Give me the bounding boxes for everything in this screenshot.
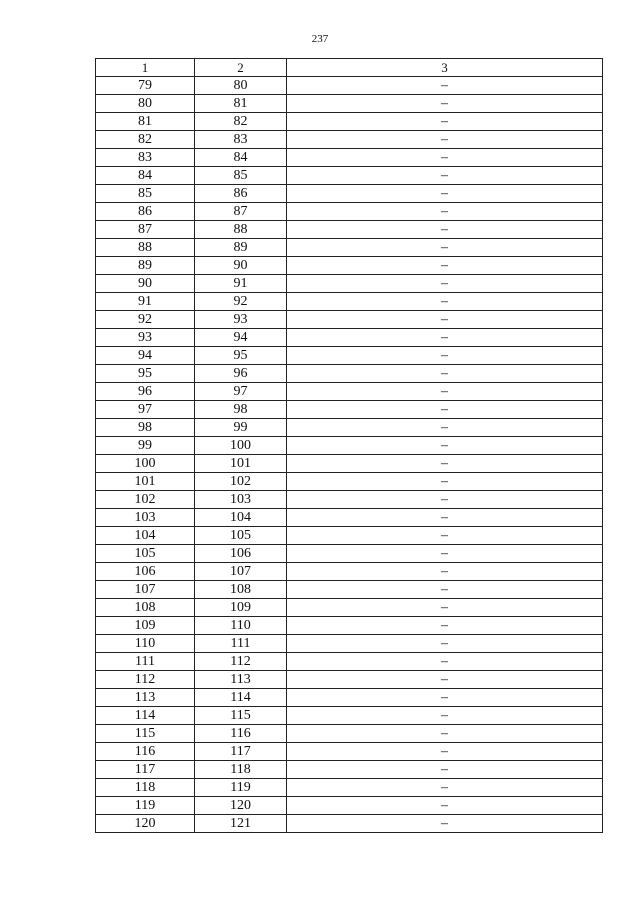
table-cell-col-2: 84 xyxy=(195,149,287,167)
table-cell-col-1: 81 xyxy=(96,113,195,131)
table-cell-col-2: 92 xyxy=(195,293,287,311)
table-cell-col-3: – xyxy=(287,779,603,797)
table-cell-col-2: 109 xyxy=(195,599,287,617)
table-cell-col-3: – xyxy=(287,617,603,635)
table-cell-col-1: 87 xyxy=(96,221,195,239)
table-cell-col-2: 112 xyxy=(195,653,287,671)
table-cell-col-2: 120 xyxy=(195,797,287,815)
table-row xyxy=(96,257,603,275)
table-cell-col-2: 121 xyxy=(195,815,287,833)
table-row xyxy=(96,329,603,347)
table-cell-col-1: 96 xyxy=(96,383,195,401)
table-cell-col-3: – xyxy=(287,329,603,347)
table-cell-col-2: 97 xyxy=(195,383,287,401)
table-cell-col-1: 91 xyxy=(96,293,195,311)
table-cell-col-3: – xyxy=(287,581,603,599)
table-body xyxy=(96,77,603,833)
table-row xyxy=(96,437,603,455)
table-cell-col-1: 90 xyxy=(96,275,195,293)
table-row xyxy=(96,455,603,473)
header-row xyxy=(96,59,603,77)
table-cell-col-3: – xyxy=(287,401,603,419)
table-cell-col-2: 110 xyxy=(195,617,287,635)
table-cell-col-2: 86 xyxy=(195,185,287,203)
table-cell-col-2: 85 xyxy=(195,167,287,185)
column-header-1: 1 xyxy=(96,59,195,77)
table-row xyxy=(96,275,603,293)
table-cell-col-1: 94 xyxy=(96,347,195,365)
table-row xyxy=(96,671,603,689)
table-row xyxy=(96,473,603,491)
table-cell-col-1: 110 xyxy=(96,635,195,653)
table-cell-col-2: 116 xyxy=(195,725,287,743)
table-cell-col-1: 85 xyxy=(96,185,195,203)
table-cell-col-1: 118 xyxy=(96,779,195,797)
table-row xyxy=(96,689,603,707)
table-cell-col-3: – xyxy=(287,455,603,473)
table-row xyxy=(96,797,603,815)
table-cell-col-1: 92 xyxy=(96,311,195,329)
table-cell-col-3: – xyxy=(287,149,603,167)
table-cell-col-1: 104 xyxy=(96,527,195,545)
table-cell-col-3: – xyxy=(287,419,603,437)
table-cell-col-1: 84 xyxy=(96,167,195,185)
table-cell-col-1: 117 xyxy=(96,761,195,779)
table-cell-col-1: 107 xyxy=(96,581,195,599)
table-cell-col-3: – xyxy=(287,473,603,491)
table-cell-col-2: 93 xyxy=(195,311,287,329)
table-row xyxy=(96,221,603,239)
table-cell-col-1: 88 xyxy=(96,239,195,257)
table-cell-col-3: – xyxy=(287,275,603,293)
table-cell-col-1: 102 xyxy=(96,491,195,509)
table-cell-col-1: 109 xyxy=(96,617,195,635)
table-row xyxy=(96,815,603,833)
table-cell-col-3: – xyxy=(287,131,603,149)
table-cell-col-1: 120 xyxy=(96,815,195,833)
table-cell-col-1: 99 xyxy=(96,437,195,455)
table-row xyxy=(96,545,603,563)
table-row xyxy=(96,617,603,635)
table-cell-col-2: 102 xyxy=(195,473,287,491)
table-row xyxy=(96,635,603,653)
table-row xyxy=(96,77,603,95)
table-cell-col-1: 80 xyxy=(96,95,195,113)
table-row xyxy=(96,419,603,437)
table-row xyxy=(96,383,603,401)
table-cell-col-1: 114 xyxy=(96,707,195,725)
table-cell-col-2: 83 xyxy=(195,131,287,149)
table-cell-col-2: 100 xyxy=(195,437,287,455)
table-cell-col-3: – xyxy=(287,689,603,707)
table-cell-col-3: – xyxy=(287,743,603,761)
table-row xyxy=(96,725,603,743)
table-cell-col-3: – xyxy=(287,257,603,275)
table-cell-col-3: – xyxy=(287,383,603,401)
table-cell-col-2: 115 xyxy=(195,707,287,725)
table-cell-col-1: 95 xyxy=(96,365,195,383)
column-header-3: 3 xyxy=(287,59,603,77)
table-header xyxy=(96,59,603,77)
table-cell-col-2: 114 xyxy=(195,689,287,707)
table-row xyxy=(96,581,603,599)
table-cell-col-2: 94 xyxy=(195,329,287,347)
table-cell-col-3: – xyxy=(287,635,603,653)
table-row xyxy=(96,527,603,545)
table-row xyxy=(96,185,603,203)
table-cell-col-2: 119 xyxy=(195,779,287,797)
table-cell-col-1: 106 xyxy=(96,563,195,581)
table-cell-col-3: – xyxy=(287,203,603,221)
table-cell-col-2: 106 xyxy=(195,545,287,563)
table-cell-col-2: 82 xyxy=(195,113,287,131)
table-cell-col-1: 83 xyxy=(96,149,195,167)
table-cell-col-2: 80 xyxy=(195,77,287,95)
table-row xyxy=(96,167,603,185)
table-cell-col-1: 82 xyxy=(96,131,195,149)
table-cell-col-3: – xyxy=(287,545,603,563)
table-row xyxy=(96,707,603,725)
table-cell-col-1: 97 xyxy=(96,401,195,419)
table-cell-col-2: 107 xyxy=(195,563,287,581)
table-cell-col-2: 89 xyxy=(195,239,287,257)
table-cell-col-3: – xyxy=(287,221,603,239)
table-cell-col-2: 91 xyxy=(195,275,287,293)
table-cell-col-1: 113 xyxy=(96,689,195,707)
table-row xyxy=(96,311,603,329)
table-cell-col-3: – xyxy=(287,707,603,725)
table-cell-col-1: 98 xyxy=(96,419,195,437)
table-cell-col-3: – xyxy=(287,437,603,455)
page-number: 237 xyxy=(311,33,329,45)
table-cell-col-3: – xyxy=(287,599,603,617)
table-cell-col-2: 90 xyxy=(195,257,287,275)
table-cell-col-1: 108 xyxy=(96,599,195,617)
table-cell-col-2: 111 xyxy=(195,635,287,653)
table-cell-col-2: 101 xyxy=(195,455,287,473)
table-cell-col-3: – xyxy=(287,563,603,581)
table-row xyxy=(96,743,603,761)
table-cell-col-1: 116 xyxy=(96,743,195,761)
table-cell-col-3: – xyxy=(287,671,603,689)
data-table xyxy=(95,58,603,833)
table-cell-col-3: – xyxy=(287,797,603,815)
table-cell-col-3: – xyxy=(287,509,603,527)
column-header-2: 2 xyxy=(195,59,287,77)
table-cell-col-3: – xyxy=(287,293,603,311)
table-cell-col-2: 113 xyxy=(195,671,287,689)
table-row xyxy=(96,491,603,509)
table-row xyxy=(96,203,603,221)
table-row xyxy=(96,509,603,527)
table-cell-col-3: – xyxy=(287,527,603,545)
table-cell-col-1: 105 xyxy=(96,545,195,563)
table-row xyxy=(96,149,603,167)
table-cell-col-1: 89 xyxy=(96,257,195,275)
table-cell-col-1: 101 xyxy=(96,473,195,491)
table-cell-col-1: 111 xyxy=(96,653,195,671)
table-cell-col-2: 104 xyxy=(195,509,287,527)
table-cell-col-2: 118 xyxy=(195,761,287,779)
table-row xyxy=(96,401,603,419)
table-row xyxy=(96,761,603,779)
table-row xyxy=(96,653,603,671)
table-row xyxy=(96,347,603,365)
table-cell-col-1: 100 xyxy=(96,455,195,473)
table-cell-col-3: – xyxy=(287,725,603,743)
table-cell-col-3: – xyxy=(287,95,603,113)
table-cell-col-2: 98 xyxy=(195,401,287,419)
table-row xyxy=(96,95,603,113)
table-cell-col-3: – xyxy=(287,239,603,257)
table-cell-col-2: 96 xyxy=(195,365,287,383)
table-row xyxy=(96,131,603,149)
table-row xyxy=(96,563,603,581)
table-cell-col-3: – xyxy=(287,311,603,329)
table-cell-col-2: 105 xyxy=(195,527,287,545)
table-cell-col-2: 87 xyxy=(195,203,287,221)
table-cell-col-3: – xyxy=(287,77,603,95)
table-cell-col-2: 108 xyxy=(195,581,287,599)
table-cell-col-1: 93 xyxy=(96,329,195,347)
table-row xyxy=(96,599,603,617)
table-cell-col-1: 119 xyxy=(96,797,195,815)
table-cell-col-2: 117 xyxy=(195,743,287,761)
table-cell-col-3: – xyxy=(287,653,603,671)
table-cell-col-2: 88 xyxy=(195,221,287,239)
table-cell-col-2: 103 xyxy=(195,491,287,509)
table-cell-col-1: 103 xyxy=(96,509,195,527)
table-row xyxy=(96,365,603,383)
table-cell-col-2: 81 xyxy=(195,95,287,113)
table-cell-col-1: 115 xyxy=(96,725,195,743)
table-row xyxy=(96,113,603,131)
table-cell-col-3: – xyxy=(287,347,603,365)
table-cell-col-2: 95 xyxy=(195,347,287,365)
table-row xyxy=(96,239,603,257)
table-cell-col-3: – xyxy=(287,761,603,779)
table-cell-col-3: – xyxy=(287,113,603,131)
table-cell-col-2: 99 xyxy=(195,419,287,437)
table-cell-col-1: 86 xyxy=(96,203,195,221)
table-cell-col-3: – xyxy=(287,185,603,203)
table-cell-col-3: – xyxy=(287,491,603,509)
table-cell-col-3: – xyxy=(287,365,603,383)
table-row xyxy=(96,779,603,797)
table-cell-col-3: – xyxy=(287,167,603,185)
table-cell-col-3: – xyxy=(287,815,603,833)
table-row xyxy=(96,293,603,311)
table-cell-col-1: 112 xyxy=(96,671,195,689)
table-cell-col-1: 79 xyxy=(96,77,195,95)
